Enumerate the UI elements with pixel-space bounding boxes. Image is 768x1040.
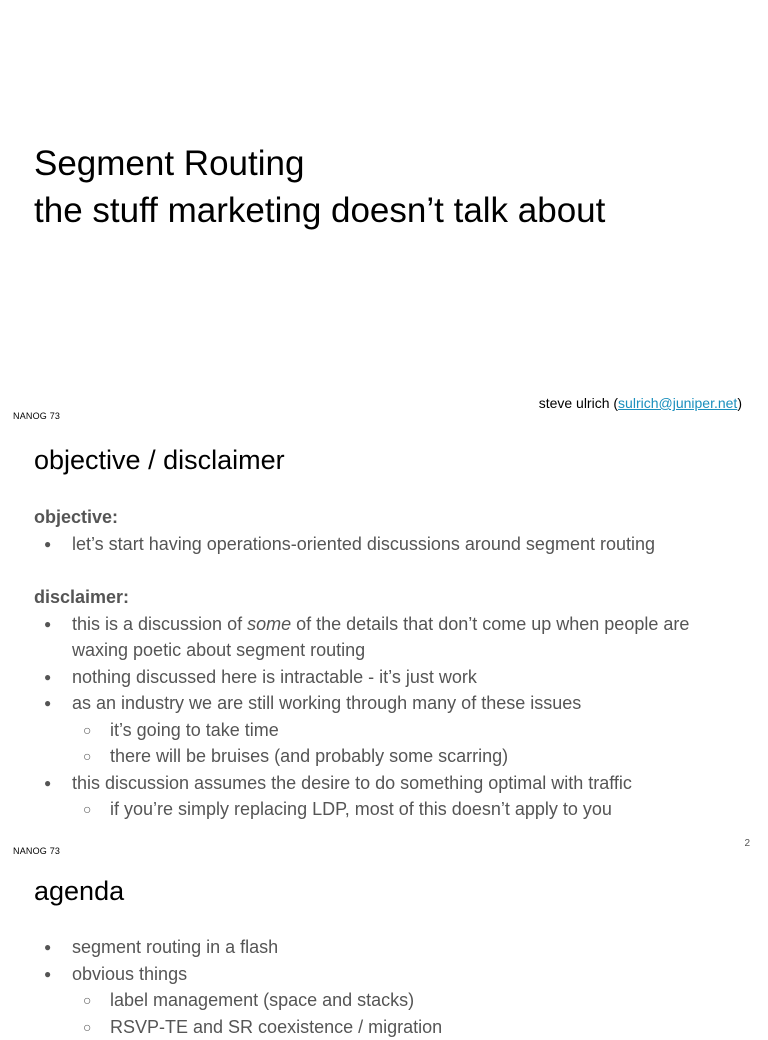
d1-text-pre: this is a discussion of bbox=[72, 614, 247, 634]
agenda-subitem-2-2: ○ RSVP-TE and SR coexistence / migration bbox=[34, 1014, 748, 1040]
disclaimer-subitem-3-1: ○ it’s going to take time bbox=[34, 717, 748, 744]
agenda-slide bbox=[0, 864, 768, 1024]
objective-item: ● let’s start having operations-oriented discussions around segment routing bbox=[34, 531, 748, 558]
objective-slide bbox=[0, 432, 768, 865]
author-email-link[interactable]: sulrich@juniper.net bbox=[618, 395, 737, 411]
title-line-2: the stuff marketing doesn’t talk about bbox=[34, 187, 605, 234]
author-credit bbox=[539, 395, 742, 411]
slide-heading: agenda bbox=[34, 876, 124, 907]
disclaimer-item-2: ● nothing discussed here is intractable - it’s just work bbox=[34, 664, 748, 691]
author-name: steve ulrich ( bbox=[539, 395, 618, 411]
page-number: 2 bbox=[744, 838, 750, 849]
author-close: ) bbox=[737, 395, 742, 411]
agenda-item-2: ● obvious things bbox=[34, 961, 748, 988]
slide-heading: objective / disclaimer bbox=[34, 445, 285, 476]
slide-body bbox=[34, 934, 748, 1040]
disclaimer-label: disclaimer: bbox=[34, 584, 748, 611]
agenda-subitem-2-1: ○ label management (space and stacks) bbox=[34, 987, 748, 1014]
disclaimer-item-3: ● as an industry we are still working through many of these issues bbox=[34, 690, 748, 717]
d1-text-emphasis: some bbox=[247, 614, 291, 634]
d1-text-post: of the details that don’t come up when people are waxing poetic about segment routing bbox=[72, 614, 689, 661]
footer-label: NANOG 73 bbox=[13, 846, 60, 856]
disclaimer-item-4: ● this discussion assumes the desire to do something optimal with traffic bbox=[34, 770, 748, 797]
title-line-1: Segment Routing bbox=[34, 140, 605, 187]
disclaimer-item-1 bbox=[34, 611, 748, 664]
slide-body bbox=[34, 504, 748, 823]
footer-label: NANOG 73 bbox=[13, 411, 60, 421]
agenda-item-1: ● segment routing in a flash bbox=[34, 934, 748, 961]
slide-title bbox=[34, 140, 605, 234]
objective-label: objective: bbox=[34, 504, 748, 531]
disclaimer-subitem-4-1: ○ if you’re simply replacing LDP, most of this doesn’t apply to you bbox=[34, 796, 748, 823]
disclaimer-subitem-3-2: ○ there will be bruises (and probably some scarring) bbox=[34, 743, 748, 770]
title-slide bbox=[0, 0, 768, 432]
